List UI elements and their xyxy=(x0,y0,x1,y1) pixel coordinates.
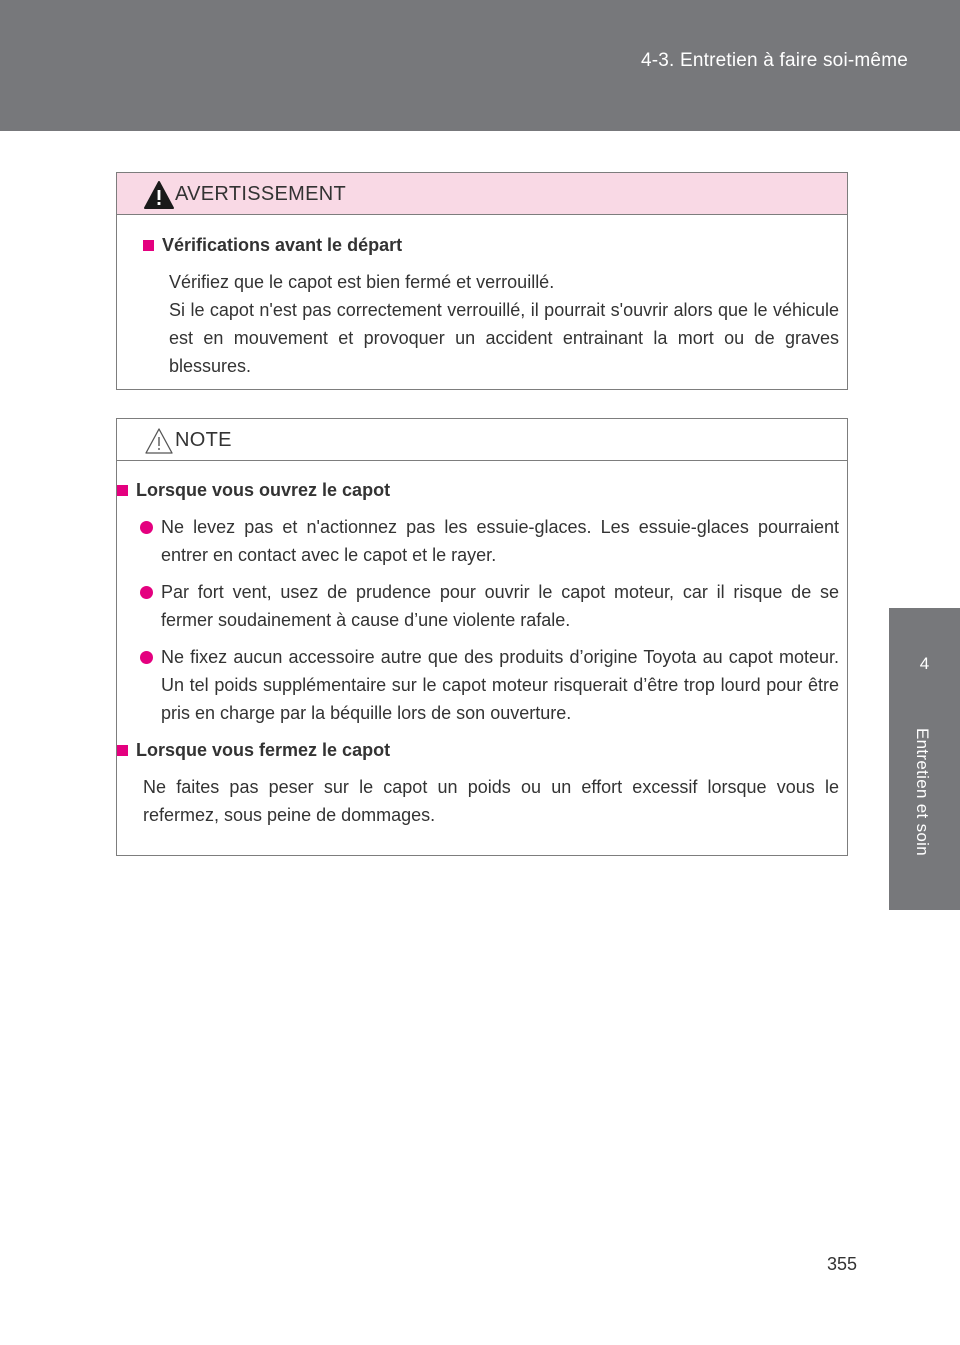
note-bullet xyxy=(143,578,839,634)
note-heading-open xyxy=(117,476,839,504)
note-heading-close xyxy=(117,736,839,764)
chapter-label: Entretien et soin xyxy=(913,728,932,856)
note-bullet xyxy=(143,643,839,727)
circle-bullet-icon xyxy=(140,586,153,599)
circle-bullet-icon xyxy=(140,651,153,664)
header-bar xyxy=(0,0,960,131)
note-heading-close-text: Lorsque vous fermez le capot xyxy=(136,740,391,760)
note-header xyxy=(117,419,847,461)
warning-title: AVERTISSEMENT xyxy=(175,183,346,205)
note-bullet-text: Ne levez pas et n'actionnez pas les essuie-glaces. Les essuie-glaces pourraient entrer en contact avec le capot et le rayer. xyxy=(161,517,839,565)
note-bullet-text: Par fort vent, usez de prudence pour ouvrir le capot moteur, car il risque de se fermer soudainement à cause d’une violente rafale. xyxy=(161,582,839,630)
warning-line1: Vérifiez que le capot est bien fermé et verrouillé. xyxy=(169,272,555,292)
note-bullet-text: Ne fixez aucun accessoire autre que des produits d’origine Toyota au capot moteur. Un tel poids supplémentaire sur le capot moteur risquerait d’être trop lourd pour être pris en charge par la béquille lors de son ouverture. xyxy=(161,647,839,723)
note-body xyxy=(117,461,847,829)
warning-body xyxy=(117,215,847,380)
warning-box xyxy=(116,172,848,390)
square-bullet-icon xyxy=(143,240,154,251)
warning-triangle-icon xyxy=(143,180,175,210)
warning-heading xyxy=(143,231,839,259)
note-bullet xyxy=(143,513,839,569)
caution-triangle-icon xyxy=(143,426,175,456)
note-title: NOTE xyxy=(175,429,232,451)
note-close-text: Ne faites pas peser sur le capot un poids ou un effort excessif lorsque vous le refermez, sous peine de dommages. xyxy=(143,777,839,825)
warning-header xyxy=(117,173,847,215)
page-number: 355 xyxy=(827,1254,858,1274)
note-box xyxy=(116,418,848,856)
square-bullet-icon xyxy=(117,745,128,756)
section-title: 4-3. Entretien à faire soi-même xyxy=(640,50,908,71)
chapter-tab xyxy=(889,608,960,910)
chapter-number: 4 xyxy=(919,654,930,673)
circle-bullet-icon xyxy=(140,521,153,534)
square-bullet-icon xyxy=(117,485,128,496)
note-heading-open-text: Lorsque vous ouvrez le capot xyxy=(136,480,391,500)
warning-line2: Si le capot n'est pas correctement verrouillé, il pourrait s'ouvrir alors que le véhicule est en mouvement et provoquer un accident entrainant la mort ou de graves blessures. xyxy=(169,300,839,376)
warning-heading-text: Vérifications avant le départ xyxy=(162,235,403,255)
